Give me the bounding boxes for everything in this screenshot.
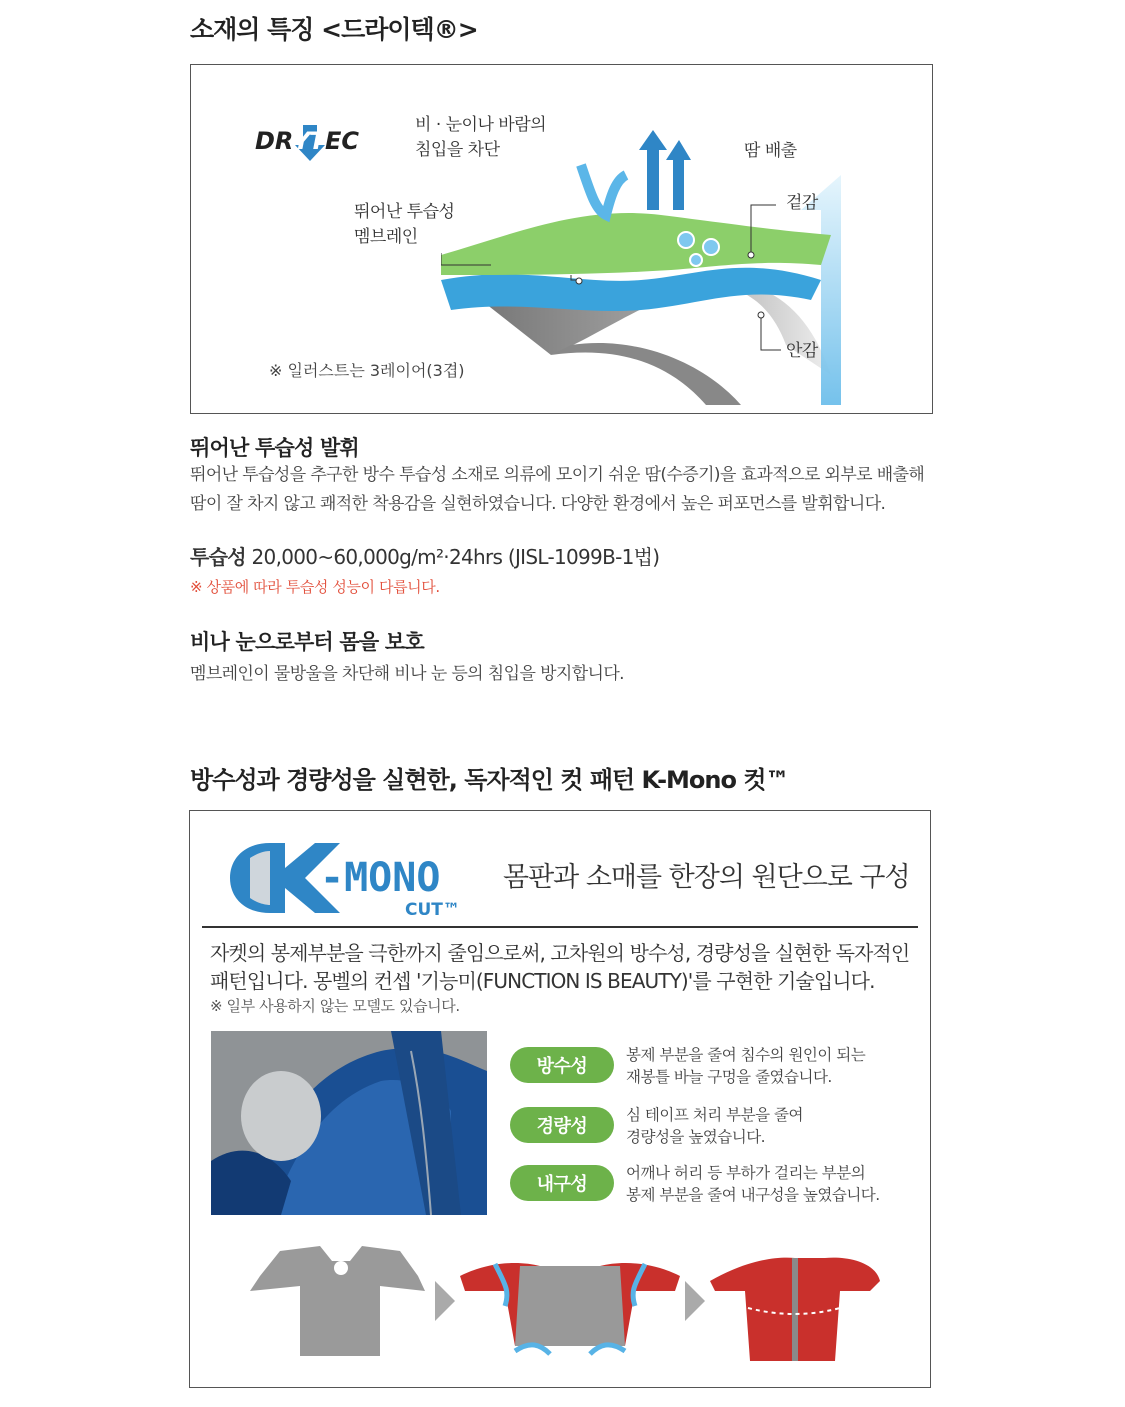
label-rain-line2: 침입을 차단 <box>415 140 500 160</box>
label-rain-wind-block <box>415 113 575 163</box>
drytec-logo-dr: DR <box>255 127 294 155</box>
feature-desc-line: 봉제 부분을 줄여 침수의 원인이 되는 <box>626 1046 866 1064</box>
section-title-drytec: 소재의 특징 <드라이텍®> <box>190 15 478 44</box>
feature-desc-line: 봉제 부분을 줄여 내구성을 높였습니다. <box>626 1186 880 1204</box>
drytec-logo <box>255 105 375 175</box>
kmono-note: ※ 일부 사용하지 않는 모델도 있습니다. <box>210 997 460 1015</box>
feature1-line1: 뛰어난 투습성을 추구한 방수 투습성 소재로 의류에 모이기 쉬운 땀(수증기)을 효과적으로 외부로 배출해 <box>190 465 925 485</box>
feature2-line1: 멤브레인이 물방울을 차단해 비나 눈 등의 침입을 방지합니다. <box>190 664 624 684</box>
kmono-logo <box>230 833 480 923</box>
label-outer: 겉감 <box>786 193 818 213</box>
feature2-title: 비나 눈으로부터 몸을 보호 <box>190 630 424 654</box>
drytec-logo-ec: EC <box>325 127 360 155</box>
label-inner: 안감 <box>786 341 818 361</box>
drytec-logo-y: Y <box>293 127 311 155</box>
feature-pill-lightweight: 경량성 <box>510 1107 614 1143</box>
feature-desc-lightweight <box>626 1104 906 1148</box>
kmono-logo-sub: CUT™ <box>405 900 460 920</box>
kmono-logo-main: -MONO <box>320 855 441 901</box>
feature1-title: 뛰어난 투습성 발휘 <box>190 436 359 460</box>
label-membrane-line1: 뛰어난 투습성 <box>354 202 455 222</box>
kmono-desc-line2: 패턴입니다. 몽벨의 컨셉 '기능미(FUNCTION IS BEAUTY)'를 구현한 기술입니다. <box>210 969 875 993</box>
jacket-shoulder-photo <box>211 1031 487 1215</box>
outer-layer <box>441 213 831 275</box>
drytec-diagram-box <box>190 64 933 414</box>
label-membrane-block <box>354 200 484 250</box>
feature-desc-line: 재봉틀 바늘 구멍을 줄였습니다. <box>626 1068 832 1086</box>
feature-pill-durability: 내구성 <box>510 1165 614 1201</box>
rain-block-arrow-icon <box>639 130 667 210</box>
label-sweat: 땀 배출 <box>744 141 797 161</box>
illustration-note: ※ 일러스트는 3레이어(3겹) <box>269 361 465 380</box>
kmono-description <box>210 939 920 995</box>
feature-desc-durability <box>626 1162 906 1206</box>
spec-note: ※ 상품에 따라 투습성 성능이 다릅니다. <box>190 578 440 596</box>
spec-line <box>190 541 659 570</box>
feature-desc-waterproof <box>626 1044 906 1088</box>
feature-desc-line: 심 테이프 처리 부분을 줄여 <box>626 1106 803 1124</box>
divider <box>202 926 918 928</box>
label-rain-line1: 비 · 눈이나 바람의 <box>415 115 547 135</box>
wind-wave-icon <box>581 165 626 215</box>
arrow-right-icon <box>435 1281 455 1321</box>
feature-desc-line: 경량성을 높였습니다. <box>626 1128 766 1146</box>
drytec-logo-t: T <box>309 127 326 155</box>
pattern-steps-illustration <box>240 1236 880 1366</box>
arrow-right-icon <box>685 1281 705 1321</box>
kmono-desc-line1: 자켓의 봉제부분을 극한까지 줄임으로써, 고차원의 방수성, 경량성을 실현한 독자적인 <box>210 941 910 965</box>
feature-pill-waterproof: 방수성 <box>510 1047 614 1083</box>
kmono-box <box>189 810 931 1388</box>
label-membrane-line2: 멤브레인 <box>354 227 418 247</box>
spec-label: 투습성 <box>190 545 246 569</box>
feature1-body <box>190 461 950 519</box>
feature1-line2: 땀이 잘 차지 않고 쾌적한 착용감을 실현하였습니다. 다양한 환경에서 높은 퍼포먼스를 발휘합니다. <box>190 494 886 514</box>
kmono-tagline: 몸판과 소매를 한장의 원단으로 구성 <box>503 862 910 893</box>
spec-value: 20,000~60,000g/m²·24hrs (JISL-1099B-1법) <box>245 545 660 569</box>
feature-desc-line: 어깨나 허리 등 부하가 걸리는 부분의 <box>626 1164 866 1182</box>
section-title-kmono: 방수성과 경량성을 실현한, 독자적인 컷 패턴 K-Mono 컷™ <box>190 766 789 794</box>
